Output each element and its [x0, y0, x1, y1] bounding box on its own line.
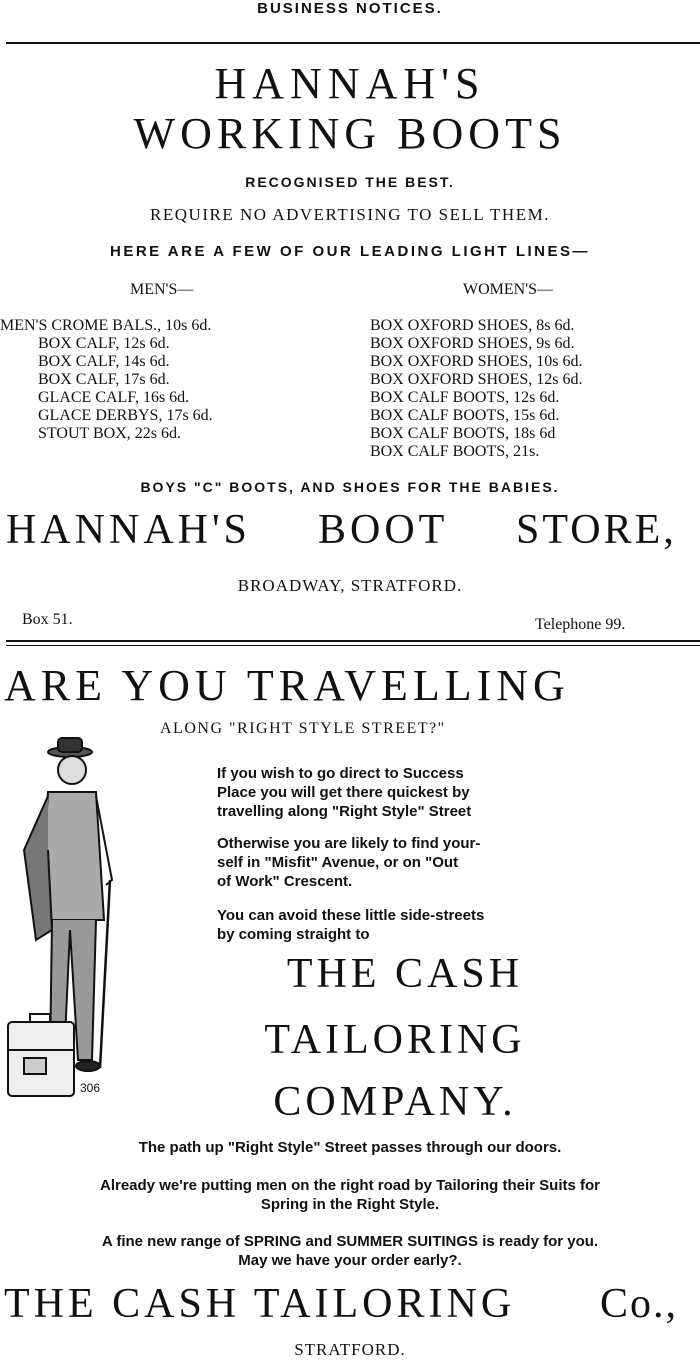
divider	[6, 640, 700, 642]
telephone-number: Telephone 99.	[535, 616, 626, 633]
list-item: GLACE CALF, 16s 6d.	[38, 389, 190, 406]
footer-company-co: Co.,	[600, 1281, 679, 1327]
ad-headline-working-boots: WORKING BOOTS	[133, 109, 567, 158]
paragraph-new-range: A fine new range of SPRING and SUMMER SUITINGS is ready for you. May we have your order early?.	[101, 1233, 599, 1269]
list-item: BOX CALF, 14s 6d.	[38, 353, 170, 370]
ad-headline-hannahs: HANNAH'S	[214, 59, 486, 108]
paragraph-misfit-avenue: Otherwise you are likely to find your- self in "Misfit" Avenue, or on "Out of Work" Crescent.	[217, 835, 481, 890]
divider	[6, 42, 700, 44]
paragraph-already: Already we're putting men on the right road by Tailoring their Suits for Spring in the Right Style.	[100, 1177, 600, 1213]
list-item: BOX OXFORD SHOES, 10s 6d.	[370, 353, 583, 370]
box-number: Box 51.	[22, 611, 73, 628]
tagline-recognised: RECOGNISED THE BEST.	[245, 174, 455, 190]
store-name-boot: BOOT	[318, 507, 449, 553]
footer-town: STRATFORD.	[294, 1340, 406, 1359]
footer-company-name: THE CASH TAILORING	[4, 1281, 516, 1327]
list-item: STOUT BOX, 22s 6d.	[38, 425, 181, 442]
tagline-require: REQUIRE NO ADVERTISING TO SELL THEM.	[150, 205, 550, 224]
paragraph-path: The path up "Right Style" Street passes through our doors.	[138, 1139, 562, 1156]
list-item: GLACE DERBYS, 17s 6d.	[38, 407, 213, 424]
company-name-line3: COMPANY.	[273, 1079, 517, 1125]
womens-price-list	[370, 317, 582, 461]
list-item: BOX CALF BOOTS, 21s.	[370, 443, 540, 460]
list-item: BOX OXFORD SHOES, 8s 6d.	[370, 317, 575, 334]
boys-line: BOYS "C" BOOTS, AND SHOES FOR THE BABIES.	[140, 479, 560, 495]
list-item: BOX CALF BOOTS, 15s 6d.	[370, 407, 560, 424]
list-item: BOX CALF, 12s 6d.	[38, 335, 170, 352]
store-address: BROADWAY, STRATFORD.	[237, 576, 463, 595]
paragraph-side-streets: You can avoid these little side-streets by coming straight to	[217, 907, 485, 943]
womens-heading: WOMEN'S—	[463, 281, 553, 298]
list-item: BOX CALF BOOTS, 18s 6d	[370, 425, 556, 442]
list-item: BOX OXFORD SHOES, 12s 6d.	[370, 371, 583, 388]
store-name-store: STORE,	[516, 507, 677, 553]
company-name-line1: THE CASH	[286, 951, 524, 997]
company-name-line2: TAILORING	[264, 1017, 526, 1063]
divider	[6, 645, 700, 646]
section-header: BUSINESS NOTICES.	[257, 0, 443, 17]
artist-mark: 306	[80, 1081, 101, 1095]
list-item: MEN'S CROME BALS., 10s 6d.	[0, 317, 212, 334]
man-with-suitcase-illustration	[0, 730, 130, 1110]
subheading-right-style: ALONG "RIGHT STYLE STREET?"	[160, 720, 446, 737]
list-item: BOX CALF BOOTS, 12s 6d.	[370, 389, 560, 406]
ad-headline-travelling: ARE YOU TRAVELLING	[4, 661, 570, 710]
paragraph-success-place: If you wish to go direct to Success Place you will get there quickest by travelling along "Right Style" Street	[217, 765, 472, 820]
list-item: BOX CALF, 17s 6d.	[38, 371, 170, 388]
mens-heading: MEN'S—	[130, 281, 194, 298]
leading-lines-heading: HERE ARE A FEW OF OUR LEADING LIGHT LINES—	[110, 243, 590, 260]
store-name-hannahs: HANNAH'S	[6, 507, 251, 553]
list-item: BOX OXFORD SHOES, 9s 6d.	[370, 335, 575, 352]
mens-price-list	[0, 317, 213, 443]
